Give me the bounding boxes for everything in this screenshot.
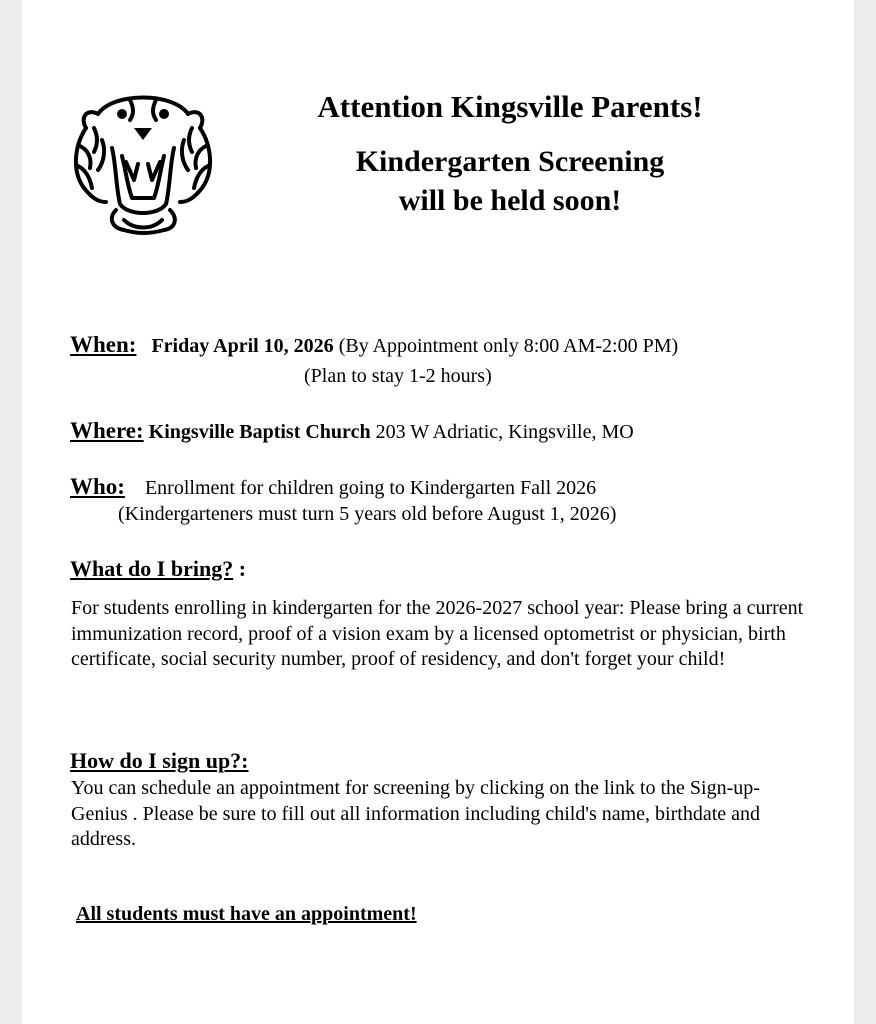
page-subtitle	[232, 142, 788, 220]
when-detail: (By Appointment only 8:00 AM-2:00 PM)	[333, 335, 679, 357]
bring-text: For students enrolling in kindergarten for the 2026-2027 school year: Please bring a current immunization record, proof of a vision exam by a licensed optometrist or physician, birth certificate, social security number, proof of residency, and don't forget your child!	[71, 597, 804, 670]
when-label: When:	[70, 332, 137, 357]
where-venue: Kingsville Baptist Church	[148, 421, 371, 443]
who-row	[70, 474, 596, 500]
signup-heading	[70, 748, 249, 774]
where-row	[70, 418, 634, 444]
subtitle-line-1: Kindergarten Screening	[355, 145, 665, 178]
where-label: Where:	[70, 418, 144, 443]
who-text: Enrollment for children going to Kindergarten Fall 2026	[144, 477, 597, 499]
bring-label: What do I bring?	[70, 556, 234, 581]
signup-label: How do I sign up?:	[70, 748, 249, 773]
appointment-notice: All students must have an appointment!	[76, 903, 417, 925]
bring-heading	[70, 556, 246, 582]
who-note: (Kindergarteners must turn 5 years old before August 1, 2026)	[118, 503, 617, 525]
tiger-mascot-icon	[68, 84, 218, 236]
signup-text: You can schedule an appointment for screening by clicking on the link to the Sign-up-Genius . Please be sure to fill out all information including child's name, birthdate and address.	[71, 777, 761, 850]
subtitle-line-2: will be held soon!	[398, 184, 622, 217]
bring-suffix: :	[233, 556, 247, 581]
page-title: Attention Kingsville Parents!	[317, 89, 703, 124]
where-address: 203 W Adriatic, Kingsville, MO	[370, 421, 634, 443]
who-label: Who:	[70, 474, 125, 499]
when-note: (Plan to stay 1-2 hours)	[304, 365, 492, 387]
when-row	[70, 332, 678, 358]
flyer-page	[22, 0, 854, 1024]
when-date: Friday April 10, 2026	[151, 335, 334, 357]
